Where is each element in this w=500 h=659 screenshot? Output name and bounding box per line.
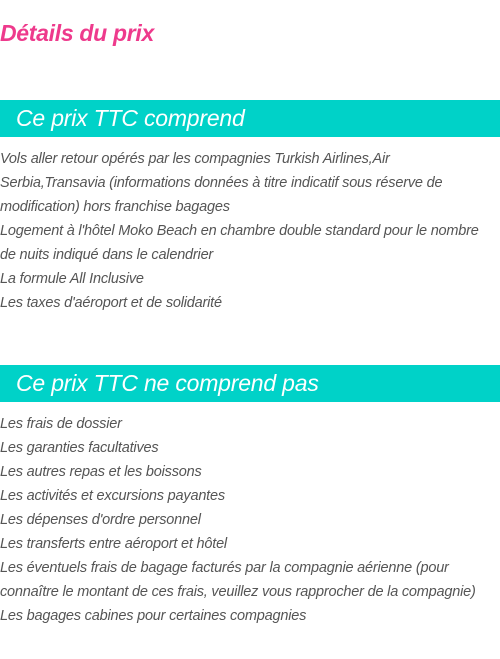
list-item: Les transferts entre aéroport et hôtel	[0, 536, 227, 552]
excluded-section-heading: Ce prix TTC ne comprend pas	[0, 365, 500, 402]
list-item: La formule All Inclusive	[0, 271, 144, 287]
excluded-list	[0, 412, 498, 628]
list-item: Les dépenses d'ordre personnel	[0, 512, 201, 528]
list-item: Les activités et excursions payantes	[0, 488, 225, 504]
list-item: Les autres repas et les boissons	[0, 464, 202, 480]
list-item: Les bagages cabines pour certaines compagnies	[0, 608, 307, 624]
list-item: Les garanties facultatives	[0, 440, 159, 456]
included-section-heading: Ce prix TTC comprend	[0, 100, 500, 137]
list-item: Les frais de dossier	[0, 416, 122, 432]
list-item: Vols aller retour opérés par les compagnies Turkish Airlines,Air Serbia,Transavia (informations données à titre indicatif sous réserve de modification) hors franchise bagages	[0, 151, 443, 215]
page-title: Détails du prix	[0, 20, 154, 46]
list-item: Les taxes d'aéroport et de solidarité	[0, 295, 222, 311]
included-list	[0, 147, 498, 315]
list-item: Les éventuels frais de bagage facturés par la compagnie aérienne (pour connaître le montant de ces frais, veuillez vous rapprocher de la compagnie)	[0, 560, 476, 600]
list-item: Logement à l'hôtel Moko Beach en chambre double standard pour le nombre de nuits indiqué dans le calendrier	[0, 223, 479, 263]
